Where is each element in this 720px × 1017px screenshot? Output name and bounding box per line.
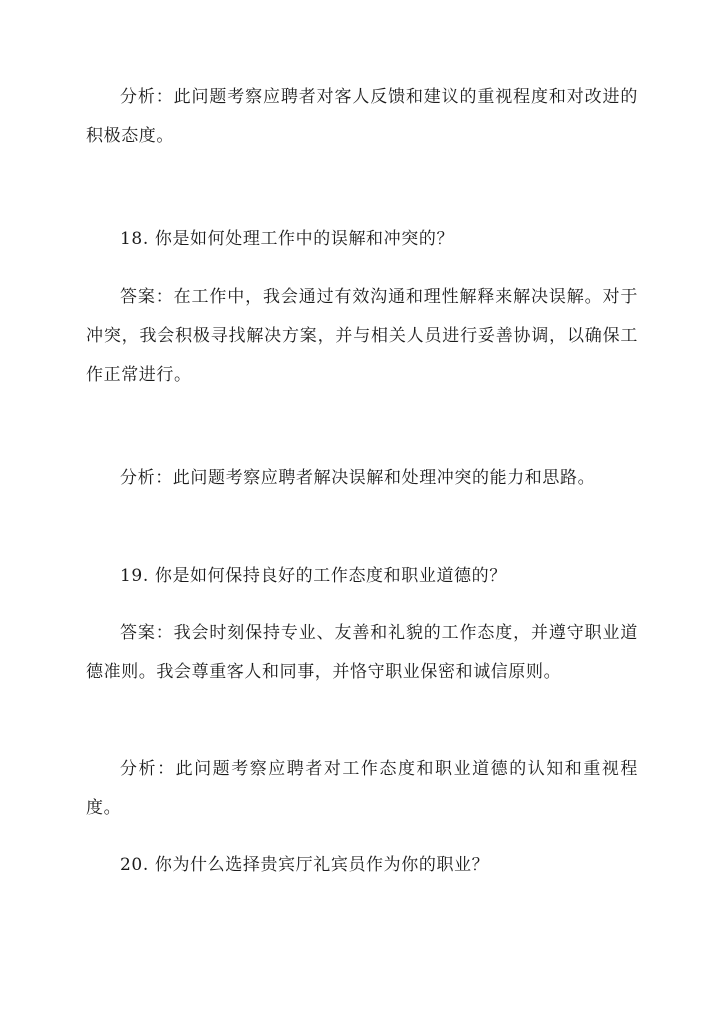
- question-19: 19. 你是如何保持良好的工作态度和职业道德的？: [120, 566, 507, 586]
- question-18: 18. 你是如何处理工作中的误解和冲突的？: [120, 229, 455, 249]
- question-20: 20. 你为什么选择贵宾厅礼宾员作为你的职业？: [120, 855, 490, 875]
- answer-paragraph-19: 答案：我会时刻保持专业、友善和礼貌的工作态度，并遵守职业道德准则。我会尊重客人和同事，并恪守职业保密和诚信原则。: [86, 623, 638, 682]
- answer-paragraph-18: 答案：在工作中，我会通过有效沟通和理性解释来解决误解。对于冲突，我会积极寻找解决方案，并与相关人员进行妥善协调，以确保工作正常进行。: [86, 287, 638, 385]
- analysis-paragraph-19: 分析：此问题考察应聘者对工作态度和职业道德的认知和重视程度。: [86, 759, 638, 818]
- analysis-paragraph-17: 分析：此问题考察应聘者对客人反馈和建议的重视程度和对改进的积极态度。: [86, 87, 638, 146]
- analysis-paragraph-18: 分析：此问题考察应聘者解决误解和处理冲突的能力和思路。: [120, 468, 596, 488]
